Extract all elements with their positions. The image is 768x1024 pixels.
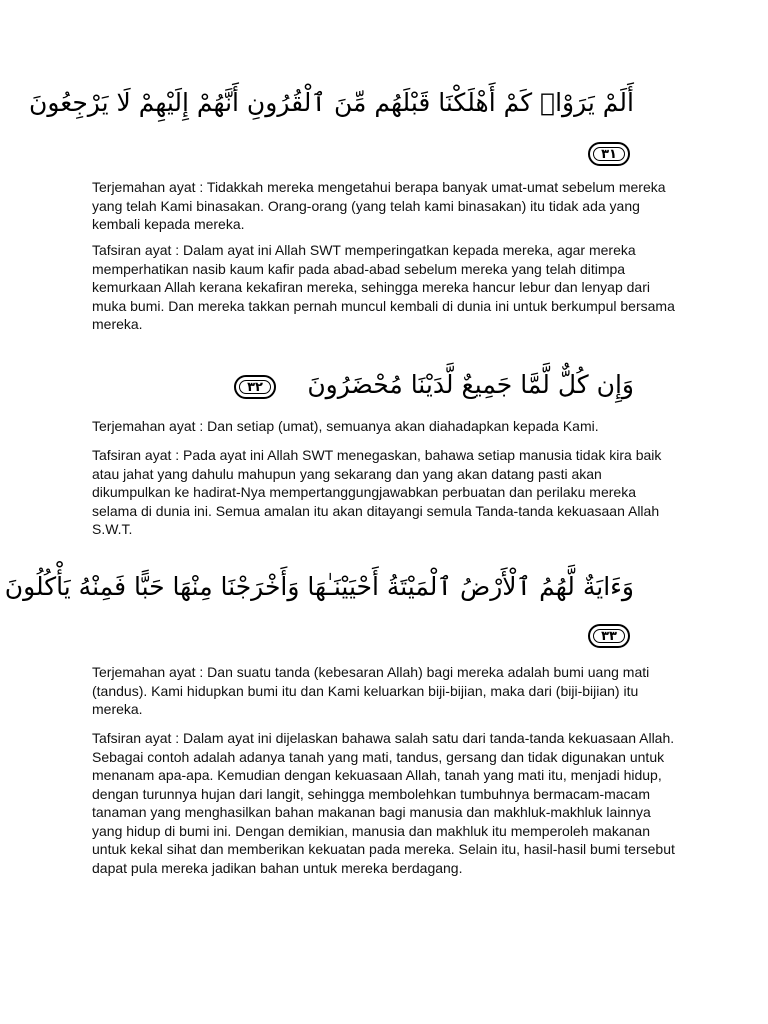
arabic-verse-31: أَلَمْ يَرَوْا۟ كَمْ أَهْلَكْنَا قَبْلَهُم مِّنَ ٱلْقُرُونِ أَنَّهُمْ إِلَيْهِمْ لَا يَرْجِعُونَ <box>29 88 634 117</box>
verse-number-marker-32 <box>234 375 276 399</box>
tafsiran-paragraph-31: Tafsiran ayat : Dalam ayat ini Allah SWT memperingatkan kepada mereka, agar mereka memperhatikan nasib kaum kafir pada abad-abad sebelum mereka yang telah ditimpa kemurkaan Allah kerana kekafiran mereka, sehingga mereka hancur lebur dan lenyap dari muka bumi. Dan mereka takkan pernah muncul kembali di dunia ini untuk berkumpul bersama mereka. <box>92 242 675 332</box>
verse-number-31: ٣١ <box>601 146 617 162</box>
verse-number-32: ٣٢ <box>247 379 263 395</box>
terjemahan-paragraph-33: Terjemahan ayat : Dan suatu tanda (kebesaran Allah) bagi mereka adalah bumi uang mati (tandus). Kami hidupkan bumi itu dan Kami keluarkan biji-bijian, maka dari (biji-bijian) itu mereka. <box>92 664 650 717</box>
tafsiran-paragraph-33: Tafsiran ayat : Dalam ayat ini dijelaskan bahawa salah satu dari tanda-tanda kekuasaan Allah. Sebagai contoh adalah adanya tanah yang mati, tandus, gersang dan tidak digunakan untuk menanam apa-apa. Kemudian dengan kekuasaan Allah, tanah yang mati itu, menjadi hidup, dengan turunnya hujan dari langit, sehingga membolehkan tumbuhnya bermacam-macam tanaman yang menghasilkan bahan makanan bagi manusia dan makhluk-makhluk lainnya yang hidup di bumi ini. Dengan demikian, manusia dan makhluk itu memperoleh makanan untuk kekal sihat dan memberikan kekuatan pada mereka. Selain itu, hasil-hasil bumi tersebut dapat pula mereka jadikan bahan untuk mereka berdagang. <box>92 730 675 876</box>
verse-number-marker-33 <box>588 624 630 648</box>
terjemahan-paragraph-31: Terjemahan ayat : Tidakkah mereka mengetahui berapa banyak umat-umat sebelum mereka yang telah Kami binasakan. Orang-orang (yang telah kami binasakan) itu tidak ada yang kembali kepada mereka. <box>92 179 666 232</box>
arabic-verse-32: وَإِن كُلٌّ لَّمَّا جَمِيعٌ لَّدَيْنَا مُحْضَرُونَ <box>307 370 634 399</box>
arabic-verse-33: وَءَايَةٌ لَّهُمُ ٱلْأَرْضُ ٱلْمَيْتَةُ أَحْيَيْنَـٰهَا وَأَخْرَجْنَا مِنْهَا حَبًّا فَمِنْهُ يَأْكُلُونَ <box>4 572 634 601</box>
verse-number-33: ٣٣ <box>601 628 617 644</box>
terjemahan-paragraph-32: Terjemahan ayat : Dan setiap (umat), semuanya akan diahadapkan kepada Kami. <box>92 418 599 434</box>
verse-number-marker-31 <box>588 142 630 166</box>
tafsiran-paragraph-32: Tafsiran ayat : Pada ayat ini Allah SWT menegaskan, bahawa setiap manusia tidak kira baik atau jahat yang dahulu mahupun yang sekarang dan yang akan datang pasti akan dikumpulkan ke hadirat-Nya mempertanggungjawabkan perbuatan dan perilaku mereka selama di dunia ini. Semua amalan itu akan ditayangi semula Tanda-tanda kekuasaan Allah S.W.T. <box>92 447 662 537</box>
